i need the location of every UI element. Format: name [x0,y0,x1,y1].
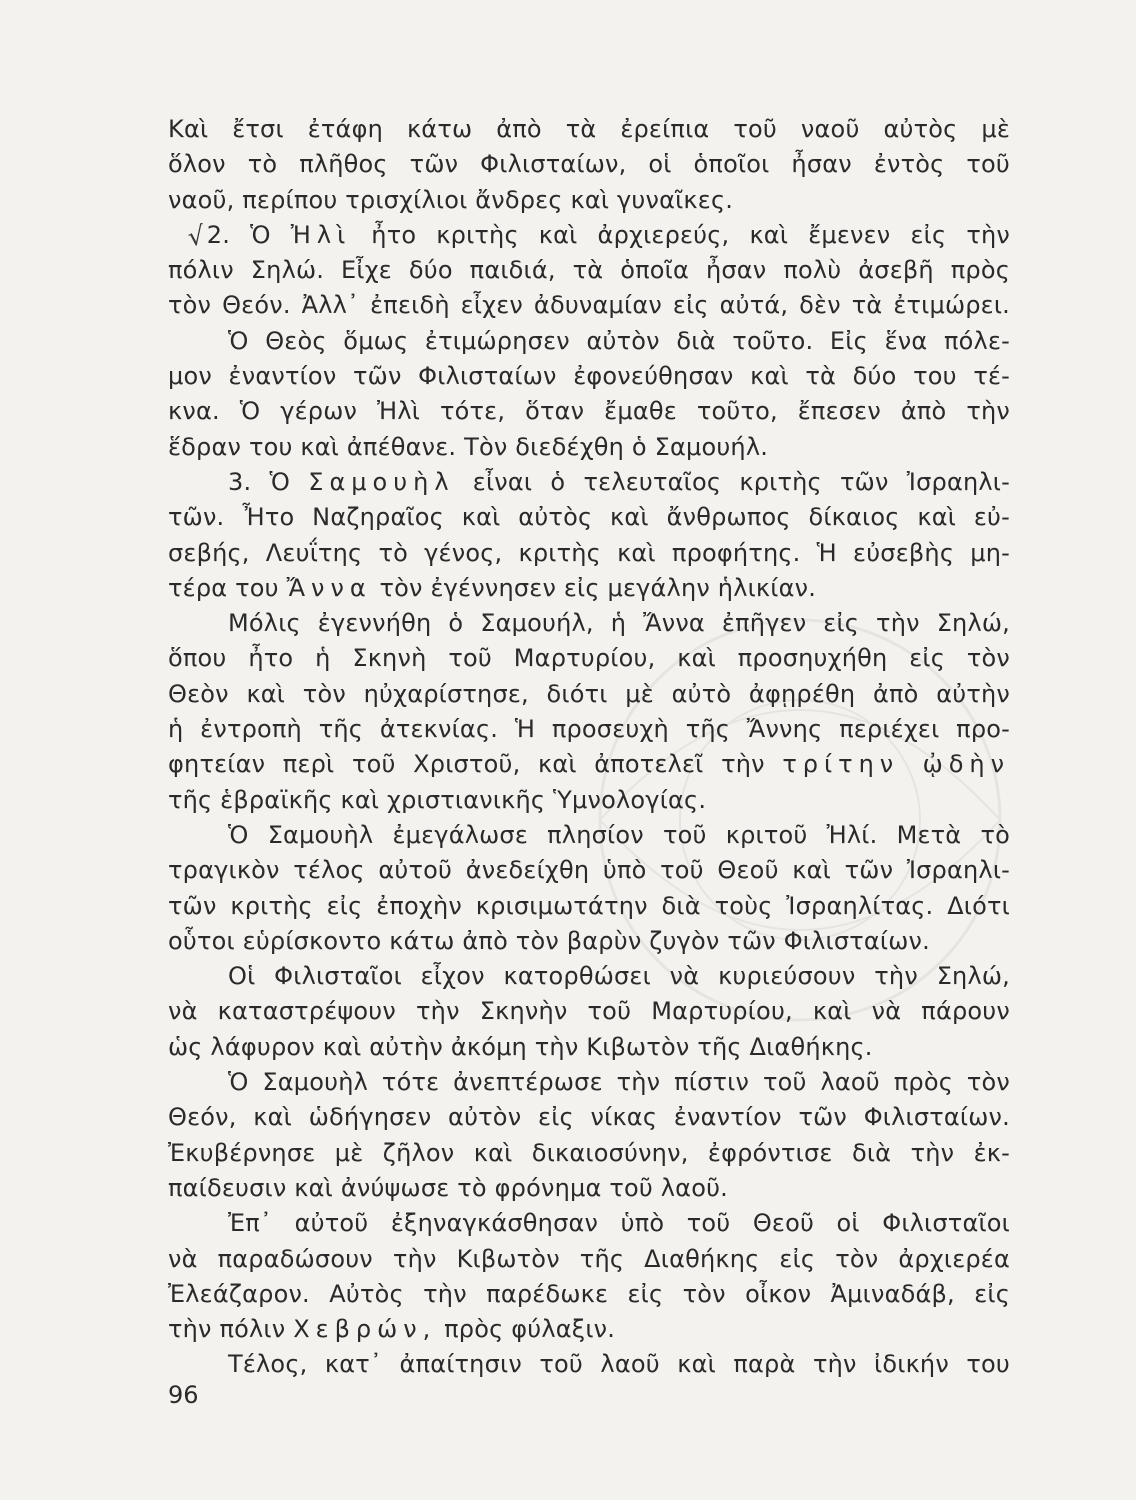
text-line: Ἐπ᾽ αὐτοῦ ἐξηναγκάσθησαν ὑπὸ τοῦ Θεοῦ οἱ Φιλισταῖοι [228,1209,1010,1238]
line-segment: ἦτο κριτὴς καὶ ἀρχιερεύς, καὶ ἔμενεν εἰς τὴν [371,220,1010,249]
text-line: ὡς λάφυρον καὶ αὐτὴν ἀκόμη τὴν Κιβωτὸν τῆς Διαθήκης. [168,1032,873,1061]
text-line: τὸν Θεόν. Ἀλλ᾽ ἐπειδὴ εἶχεν ἀδυναμίαν εἰς αὐτά, δὲν τὰ ἐτιμώρει. [168,291,1010,320]
text-line: ἡ ἐντροπὴ τῆς ἀτεκνίας. Ἡ προσευχὴ τῆς Ἄννης περιέχει προ- [168,715,1010,744]
text-line: τῶν. Ἦτο Ναζηραῖος καὶ αὐτὸς καὶ ἄνθρωπος δίκαιος καὶ εὐ- [168,503,1010,532]
text-line [168,571,1010,606]
text-line: Τέλος, κατ᾽ ἀπαίτησιν τοῦ λαοῦ καὶ παρὰ τὴν ἰδικήν του [228,1350,1010,1379]
handwritten-checkmark-icon: √ [185,220,207,253]
spaced-name: Σαμουὴλ [308,467,455,496]
spaced-name: Χεβρών, [293,1315,437,1344]
section-number: 2. Ὁ [206,220,271,249]
spaced-name: Ἄννα [286,573,372,602]
text-line: μον ἐναντίον τῶν Φιλισταίων ἐφονεύθησαν καὶ τὰ δύο του τέ- [168,362,1010,391]
text-line: ὅπου ἦτο ἡ Σκηνὴ τοῦ Μαρτυρίου, καὶ προσηυχήθη εἰς τὸν [168,644,1010,673]
text-line: κνα. Ὁ γέρων Ἠλὶ τότε, ὅταν ἔμαθε τοῦτο, ἔπεσεν ἀπὸ τὴν [168,397,1010,426]
text-line: νὰ παραδώσουν τὴν Κιβωτὸν τῆς Διαθήκης εἰς τὸν ἀρχιερέα [168,1244,1010,1273]
page-number: 96 [168,1381,199,1409]
text-line [168,218,1010,253]
text-line: Ὁ Σαμουὴλ ἐμεγάλωσε πλησίον τοῦ κριτοῦ Ἠλί. Μετὰ τὸ [228,820,1010,849]
text-line: πόλιν Σηλώ. Εἶχε δύο παιδιά, τὰ ὁποῖα ἦσαν πολὺ ἀσεβῆ πρὸς [168,256,1010,285]
text-line: Καὶ ἔτσι ἐτάφη κάτω ἀπὸ τὰ ἐρείπια τοῦ ναοῦ αὐτὸς μὲ [168,115,1010,143]
text-line: σεβής, Λευΐτης τὸ γένος, κριτὴς καὶ προφήτης. Ἡ εὐσεβὴς μη- [168,538,1010,567]
line-segment: πρὸς φύλαξιν. [444,1315,616,1344]
text-line: Ἐλεάζαρον. Αὐτὸς τὴν παρέδωκε εἰς τὸν οἶκον Ἀμιναδάβ, εἰς [168,1279,1010,1308]
line-segment: τέρα του [168,573,279,602]
text-line: Μόλις ἐγεννήθη ὁ Σαμουήλ, ἡ Ἄννα ἐπῆγεν εἰς τὴν Σηλώ, [228,609,1010,638]
line-segment: εἶναι ὁ τελευταῖος κριτὴς τῶν Ἰσραηλι- [472,467,1010,496]
line-segment: τὸν ἐγέννησεν εἰς μεγάλην ἡλικίαν. [379,573,817,602]
text-line: Ὁ Σαμουὴλ τότε ἀνεπτέρωσε τὴν πίστιν τοῦ λαοῦ πρὸς τὸν [228,1068,1010,1097]
text-line: ναοῦ, περίπου τρισχίλιοι ἄνδρες καὶ γυναῖκες. [168,185,734,214]
text-line: παίδευσιν καὶ ἀνύψωσε τὸ φρόνημα τοῦ λαοῦ. [168,1173,728,1202]
spaced-phrase: τρίτην ᾠδὴν [782,750,1010,779]
text-line: οὗτοι εὑρίσκοντο κάτω ἀπὸ τὸν βαρὺν ζυγὸν τῶν Φιλισταίων. [168,926,930,955]
text-line: τραγικὸν τέλος αὐτοῦ ἀνεδείχθη ὑπὸ τοῦ Θεοῦ καὶ τῶν Ἰσραηλι- [168,856,1010,885]
line-segment: τὴν πόλιν [168,1315,286,1344]
spaced-name: Ἠλὶ [290,220,352,249]
text-line [168,1312,1010,1347]
text-line: τῶν κριτὴς εἰς ἐποχὴν κρισιμωτάτην διὰ τοὺς Ἰσραηλίτας. Διότι [168,891,1010,920]
text-line [168,465,1010,500]
text-line: Ἐκυβέρνησε μὲ ζῆλον καὶ δικαιοσύνην, ἐφρόντισε διὰ τὴν ἐκ- [168,1138,1010,1167]
text-line: Οἱ Φιλισταῖοι εἶχον κατορθώσει νὰ κυριεύσουν τὴν Σηλώ, [228,962,1010,991]
text-line [168,747,1010,782]
text-line: τῆς ἑβραϊκῆς καὶ χριστιανικῆς Ὑμνολογίας. [168,785,707,814]
text-line: ὅλον τὸ πλῆθος τῶν Φιλισταίων, οἱ ὁποῖοι ἦσαν ἐντὸς τοῦ [168,150,1010,179]
line-segment: φητείαν περὶ τοῦ Χριστοῦ, καὶ ἀποτελεῖ τὴν [168,750,765,779]
text-line: ἕδραν του καὶ ἀπέθανε. Τὸν διεδέχθη ὁ Σαμουήλ. [168,432,769,461]
text-line: Ὁ Θεὸς ὅμως ἐτιμώρησεν αὐτὸν διὰ τοῦτο. Εἰς ἕνα πόλε- [228,326,1010,355]
section-number: 3. Ὁ [228,467,291,496]
text-line: Θεόν, καὶ ὡδήγησεν αὐτὸν εἰς νίκας ἐναντίον τῶν Φιλισταίων. [168,1103,1010,1132]
body-text [168,112,1010,1383]
text-line: Θεὸν καὶ τὸν ηὐχαρίστησε, διότι μὲ αὐτὸ ἀφῃρέθη ἀπὸ αὐτὴν [168,679,1010,708]
text-line: νὰ καταστρέψουν τὴν Σκηνὴν τοῦ Μαρτυρίου, καὶ νὰ πάρουν [168,997,1010,1026]
